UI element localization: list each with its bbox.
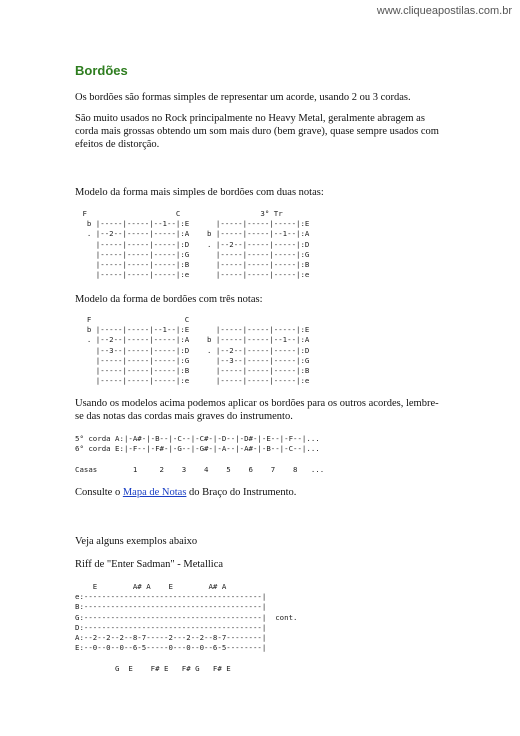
riff-title: Riff de "Enter Sadman" - Metallica xyxy=(75,559,224,570)
site-url: www.cliqueapostilas.com.br xyxy=(376,5,512,17)
usage-paragraph: São muito usados no Rock principalmente no Heavy Metal, geralmente abragem as corda mais grossas obtendo um som mais duro (bem grave), quase sempre usados com efeitos de distorção. xyxy=(75,113,439,150)
consult-prefix: Consulte o xyxy=(75,487,123,498)
intro-paragraph: Os bordões são formas simples de representar um acorde, usando 2 ou 3 cordas. xyxy=(75,92,411,103)
models-paragraph: Usando os modelos acima podemos aplicar os bordões para os outros acordes, lembre-se das notas das cordas mais graves do instrumento. xyxy=(75,398,439,422)
consult-line xyxy=(75,486,445,499)
notes-table: 5° corda A:|-A#-|-B--|-C--|-C#-|-D--|-D#-|-E--|-F--|... 6° corda E:|-F--|-F#-|-G--|-G#-|-A--|-A#-|-B--|-C--|... Casas 1 2 3 4 5 6 7 8 ... xyxy=(75,434,325,474)
riff-tab: E A# A E A# A e:----------------------------------------| B:----------------------------------------| G:----------------------------------------| cont. D:----------------------------------------| A:--2--2--2--8-7-----2---2--2--8-7--------| E:--0--0--0--6-5-----0---0--0--6-5--------| G E F# E F# G F# E xyxy=(75,582,298,673)
three-note-caption: Modelo da forma de bordões com três notas: xyxy=(75,294,263,305)
two-note-caption: Modelo da forma mais simples de bordões com duas notas: xyxy=(75,187,324,198)
notes-map-link[interactable]: Mapa de Notas xyxy=(122,487,187,498)
consult-suffix: do Braço do Instrumento. xyxy=(186,487,297,498)
two-note-diagram: F C 3° Tr b |-----|-----|--1--|:E |-----|-----|-----|:E . |--2--|-----|-----|:A b |-----|-----|--1--|:A |-----|-----|-----|:D . |--2--|-----|-----|:D |-----|-----|-----|:G |-----|-----|-----|:G |-----|-----|-----|:B |-----|-----|-----|:B |-----|-----|-----|:e |-----|-----|-----|:e xyxy=(82,209,310,280)
three-note-diagram: F C b |-----|-----|--1--|:E |-----|-----|-----|:E . |--2--|-----|-----|:A b |-----|-----|--1--|:A |--3--|-----|-----|:D . |--2--|-----|-----|:D |-----|-----|-----|:G |--3--|-----|-----|:G |-----|-----|-----|:B |-----|-----|-----|:B |-----|-----|-----|:e |-----|-----|-----|:e xyxy=(86,315,310,386)
examples-label: Veja alguns exemplos abaixo xyxy=(75,536,198,547)
page-title: Bordões xyxy=(75,63,128,78)
